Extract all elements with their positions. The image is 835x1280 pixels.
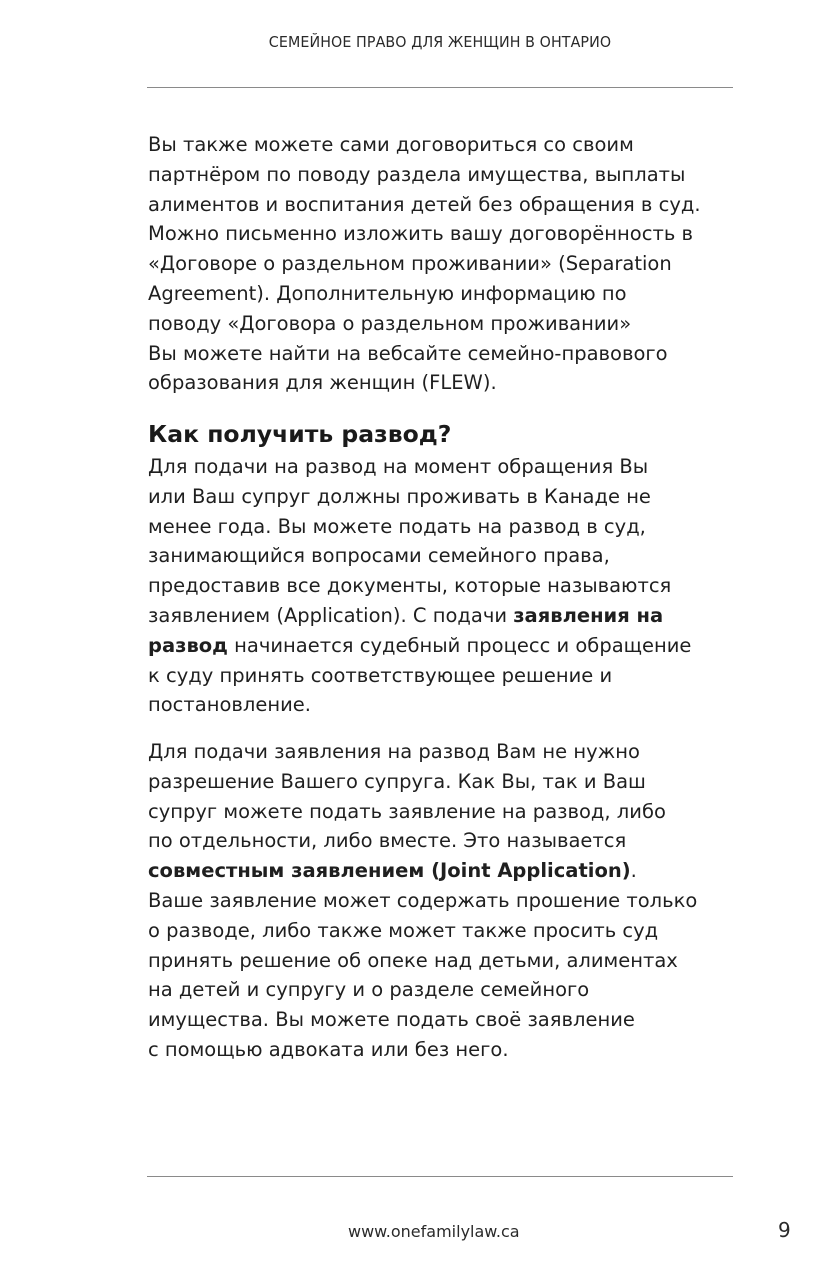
text-line: партнёром по поводу раздела имущества, выплаты [148,162,686,186]
text-line [148,631,691,661]
page-number: 9 [778,1218,791,1242]
text-line: имущества. Вы можете подать своё заявление [148,1008,635,1032]
bold-term: совместным заявлением (Joint Application) [148,859,631,883]
text-line: поводу «Договора о раздельном проживании» [148,311,632,335]
running-header-title: СЕМЕЙНОЕ ПРАВО ДЛЯ ЖЕНЩИН В ОНТАРИО [268,33,612,51]
text-line: к суду принять соответствующее решение и [148,663,613,687]
text-line: Ваше заявление может содержать прошение только [148,888,698,912]
text-line: супруг можете подать заявление на развод, либо [148,799,666,823]
joint-application-paragraph [148,737,697,1065]
text-line: занимающийся вопросами семейного права, [148,544,610,568]
text-run: . [630,859,637,883]
header-divider [147,87,733,88]
text-line: Agreement). Дополнительную информацию по [148,281,627,305]
text-line: менее года. Вы можете подать на развод в суд, [148,514,646,538]
text-line: Вы можете найти на вебсайте семейно-правового [148,341,668,365]
text-line: или Ваш супруг должны проживать в Канаде не [148,484,651,508]
text-line: по отдельности, либо вместе. Это называется [148,829,627,853]
intro-paragraph [148,130,748,398]
text-line: образования для женщин (FLEW). [148,371,497,395]
section-heading: Как получить развод? [148,420,452,448]
text-line: Для подачи на развод на момент обращения Вы [148,455,649,478]
text-line: Для подачи заявления на развод Вам не нужно [148,740,640,763]
text-line: «Договоре о раздельном проживании» (Separation [148,252,672,276]
bold-term: заявления на [513,603,664,627]
text-line: предоставив все документы, которые называются [148,574,672,598]
text-line: разрешение Вашего супруга. Как Вы, так и Ваш [148,769,646,793]
divorce-paragraph [148,452,691,720]
text-line: принять решение об опеке над детьми, алиментах [148,948,678,972]
text-line: на детей и супругу и о разделе семейного [148,978,590,1002]
footer-divider [147,1176,733,1177]
text-run: заявлением (Application). С подачи [148,603,514,627]
text-line [148,856,697,886]
text-line: алиментов и воспитания детей без обращения в суд. [148,192,701,216]
text-line: постановление. [148,693,311,717]
text-line: Можно письменно изложить вашу договорённость в [148,222,694,246]
footer-website-link[interactable]: www.onefamilylaw.ca [348,1222,520,1241]
page-content [148,130,748,1061]
text-line: о разводе, либо также может также просить суд [148,918,659,942]
text-line [148,601,691,631]
text-line: с помощью адвоката или без него. [148,1037,509,1061]
text-run: начинается судебный процесс и обращение [227,633,692,657]
bold-term: развод [148,633,228,657]
text-line: Вы также можете сами договориться со своим [148,133,634,156]
